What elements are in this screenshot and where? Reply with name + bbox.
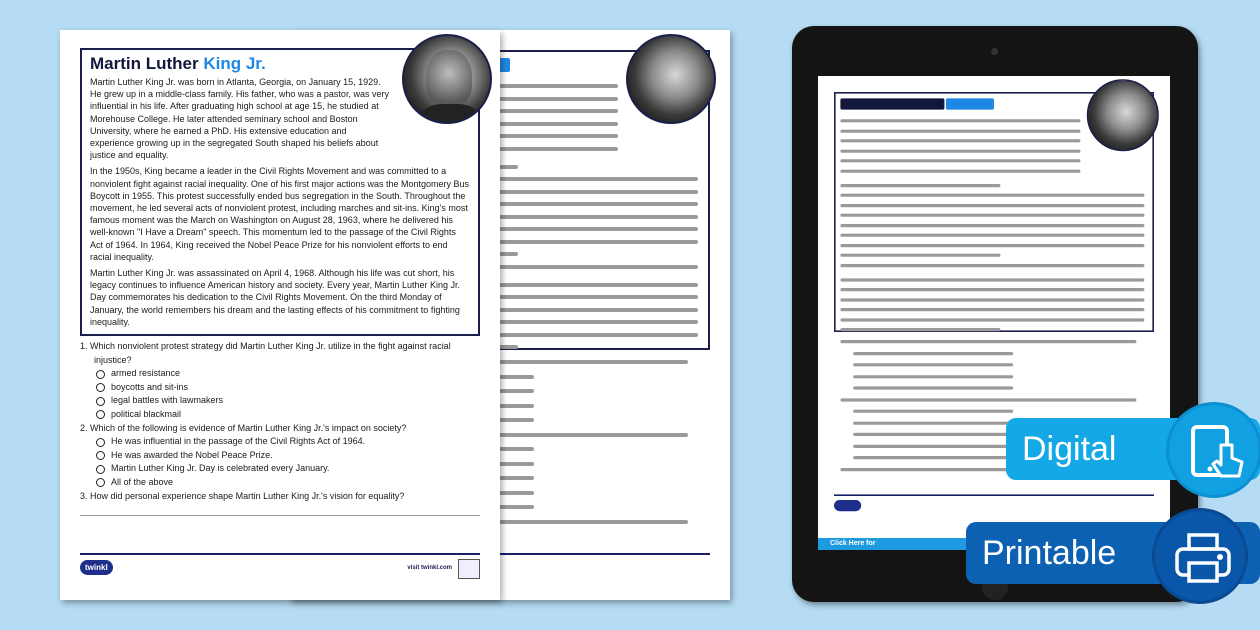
option-label: boycotts and sit-ins: [111, 381, 189, 392]
answer-option[interactable]: [80, 435, 480, 449]
digital-badge: Digital: [1006, 418, 1260, 480]
question: 2. Which of the following is evidence of Martin Luther King Jr.'s impact on society?: [80, 422, 407, 433]
twinkl-logo: twinkl: [80, 560, 113, 575]
question-line-preview: [853, 421, 1013, 424]
answer-line: [80, 515, 480, 516]
reading-passage-box: [80, 48, 480, 336]
printable-badge: Printable: [966, 522, 1260, 584]
option-label: Martin Luther King Jr. Day is celebrated every January.: [111, 463, 330, 474]
portrait-photo: [1087, 79, 1159, 151]
text-line-preview: [840, 159, 1080, 162]
answer-option[interactable]: [80, 381, 480, 395]
camera-icon: [991, 48, 998, 55]
twinkl-logo: [834, 500, 861, 511]
text-line-preview: [840, 149, 1080, 152]
printer-icon: [1152, 508, 1248, 604]
question-line-preview: [853, 375, 1013, 378]
text-line-preview: [840, 328, 1000, 331]
text-line-preview: [840, 254, 1000, 257]
radio-button[interactable]: [96, 410, 105, 419]
worksheet-front-page: [60, 30, 500, 600]
answer-option[interactable]: [80, 476, 480, 490]
radio-button[interactable]: [96, 465, 105, 474]
option-label: He was awarded the Nobel Peace Prize.: [111, 449, 273, 460]
question-line-preview: [853, 444, 1013, 447]
answer-option[interactable]: [80, 394, 480, 408]
text-line-preview: [840, 244, 1144, 247]
radio-button[interactable]: [96, 370, 105, 379]
question-line-preview: [840, 398, 1136, 401]
click-here-bar[interactable]: Click Here for: [818, 538, 1170, 550]
visit-link[interactable]: visit twinkl.com: [407, 565, 452, 571]
answer-option[interactable]: [80, 462, 480, 476]
radio-button[interactable]: [96, 438, 105, 447]
text-line-preview: [840, 288, 1144, 291]
radio-button[interactable]: [96, 383, 105, 392]
option-label: legal battles with lawmakers: [111, 395, 224, 406]
title-blue: King Jr.: [203, 54, 266, 73]
question-line-preview: [853, 410, 1013, 413]
option-label: political blackmail: [111, 409, 182, 420]
title-preview: [840, 98, 944, 109]
text-line-preview: [840, 278, 1144, 281]
question-line-preview: [840, 340, 1136, 343]
question-line-preview: [853, 456, 1013, 459]
option-label: All of the above: [111, 477, 174, 487]
text-line-preview: [840, 234, 1144, 237]
text-line-preview: [840, 129, 1080, 132]
tablet-device: [792, 26, 1198, 602]
text-line-preview: [840, 224, 1144, 227]
radio-button[interactable]: [96, 478, 105, 487]
answer-option[interactable]: [80, 367, 480, 381]
text-line-preview: [840, 264, 1144, 267]
question-line-preview: [853, 386, 1013, 389]
text-line-preview: [840, 194, 1144, 197]
option-label: armed resistance: [111, 368, 181, 379]
answer-option[interactable]: [80, 449, 480, 463]
paragraph: Martin Luther King Jr. was assassinated on April 4, 1968. Although his life was cut short, his legacy continues to influence American history and society. Every year, Martin Luther King Jr. Day commemorates his dedication to the Civil Rights Movement. On the third Monday of January, the world remembers his dream and the lasting effects of his commitment to fighting inequality.: [90, 268, 461, 327]
text-line-preview: [840, 308, 1144, 311]
paragraph: Martin Luther King Jr. was born in Atlanta, Georgia, on January 15, 1929. He grew up in a middle-class family. His father, who was a pastor, was very influential in his life. After graduating high school at age 15, he studied at Morehouse College. He later attended seminary school and Boston University, where he earned a PhD. His extensive education and experience growing up in the segregated South shaped his beliefs about justice and equality.: [90, 77, 389, 161]
radio-button[interactable]: [96, 397, 105, 406]
paragraph: In the 1950s, King became a leader in the Civil Rights Movement and was committed to a nonviolent fight against racial inequality. One of his first major actions was the Montgomery Bus Boycott in 1955. This protest successfully ended bus segregation in the South. Throughout the movement, he led several acts of nonviolent protest, including marches and sit-ins. King's most famous moment was the March on Washington on August 28, 1963, where he delivered his well-known "I Have a Dream" speech. This momentum led to the passage of the Civil Rights Act of 1964. In 1964, King received the Nobel Peace Prize for his nonviolent efforts to end racial inequality.: [90, 166, 470, 262]
question: 3. How did personal experience shape Martin Luther King Jr.'s vision for equality?: [80, 490, 405, 501]
quality-badge-icon: [458, 559, 480, 579]
text-line-preview: [840, 139, 1080, 142]
text-line-preview: [840, 318, 1144, 321]
question-line-preview: [853, 433, 1013, 436]
question-line-preview: [853, 363, 1013, 366]
text-line-preview: [840, 214, 1144, 217]
footer-divider: [834, 494, 1154, 496]
text-line-preview: [840, 119, 1080, 122]
answer-option[interactable]: [80, 408, 480, 422]
portrait-photo: [626, 34, 716, 124]
question: 1. Which nonviolent protest strategy did Martin Luther King Jr. utilize in the fight against racial injustice?: [80, 341, 451, 365]
option-label: He was influential in the passage of the Civil Rights Act of 1964.: [111, 436, 366, 447]
radio-button[interactable]: [96, 451, 105, 460]
text-line-preview: [840, 169, 1080, 172]
text-line-preview: [840, 204, 1144, 207]
text-line-preview: [840, 298, 1144, 301]
portrait-photo: [402, 34, 492, 124]
text-line-preview: [840, 184, 1000, 187]
questions: [80, 340, 480, 503]
worksheet: [60, 30, 500, 600]
question-line-preview: [853, 352, 1013, 355]
title-dark: Martin Luther: [90, 54, 199, 73]
title-preview: [946, 98, 994, 109]
footer: [80, 553, 480, 589]
tablet-touch-icon: [1166, 402, 1260, 498]
